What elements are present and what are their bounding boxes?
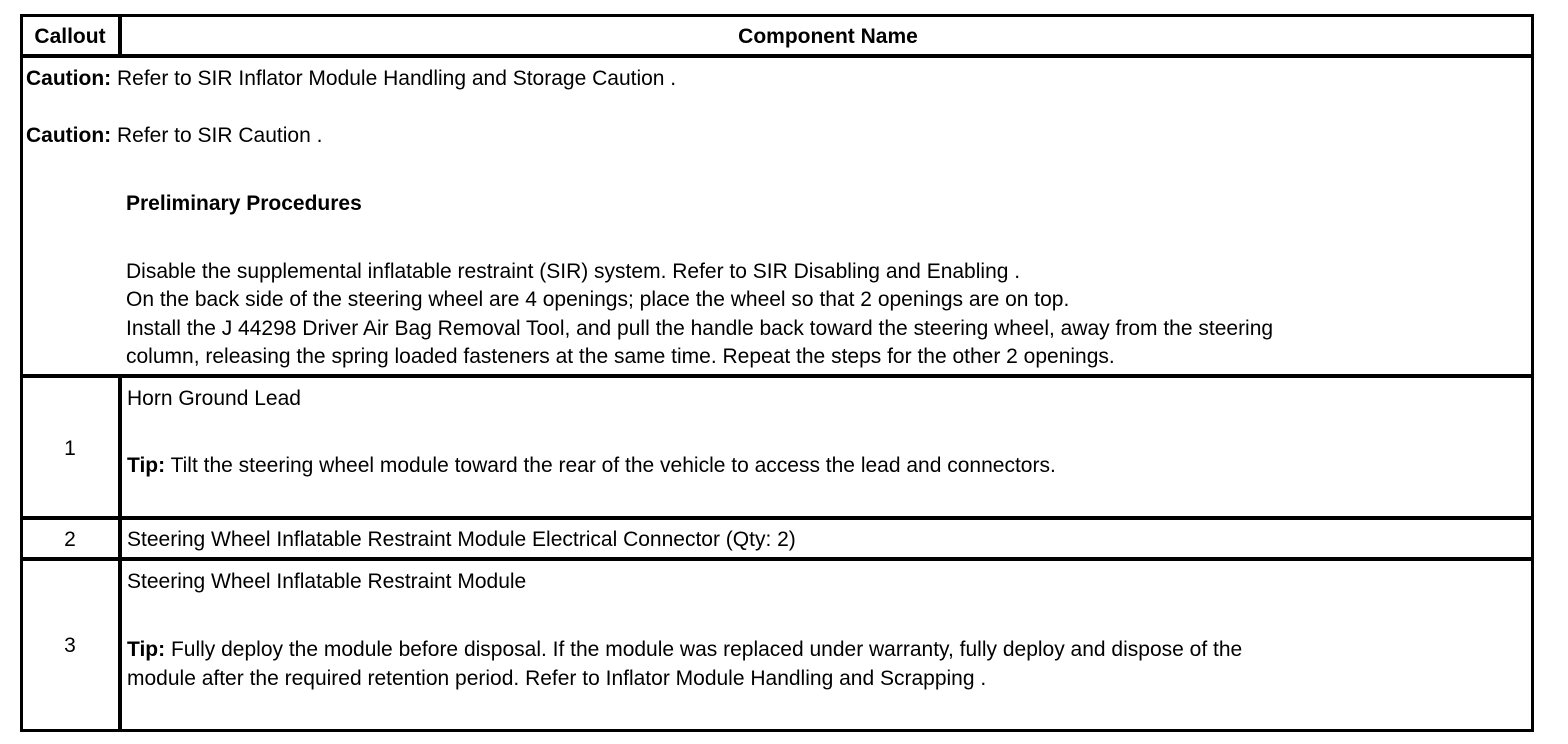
component-name: Horn Ground Lead	[127, 387, 301, 410]
preliminary-procedures-heading: Preliminary Procedures	[126, 192, 362, 215]
caution-2	[26, 121, 322, 150]
procedure-step-2: On the back side of the steering wheel are 4 openings; place the wheel so that 2 openings are on top.	[126, 288, 1070, 311]
row-1-divider	[20, 516, 1534, 520]
caution-label: Caution:	[26, 67, 112, 90]
component-name: Steering Wheel Inflatable Restraint Module Electrical Connector (Qty: 2)	[127, 528, 796, 551]
caution-2-text: Refer to SIR Caution .	[111, 124, 323, 147]
tip-text-line-1: Fully deploy the module before disposal. If the module was replaced under warranty, fully deploy and dispose of the	[165, 638, 1243, 661]
component-name: Steering Wheel Inflatable Restraint Module	[127, 570, 527, 593]
procedure-step-3-line-1: Install the J 44298 Driver Air Bag Removal Tool, and pull the handle back toward the steering wheel, away from the steering	[126, 317, 1274, 340]
callout-number: 1	[64, 437, 76, 460]
caution-label: Caution:	[26, 124, 112, 147]
procedure-step-3-line-2: column, releasing the spring loaded fasteners at the same time. Repeat the steps for the other 2 openings.	[126, 345, 1115, 368]
tip-text: Tilt the steering wheel module toward the rear of the vehicle to access the lead and connectors.	[165, 454, 1056, 477]
intro-divider	[20, 374, 1534, 378]
callout-number: 3	[64, 634, 76, 657]
component-tip	[127, 635, 1242, 664]
callout-number: 2	[64, 528, 76, 551]
header-divider	[20, 54, 1534, 58]
caution-1-text: Refer to SIR Inflator Module Handling and Storage Caution .	[111, 67, 677, 90]
procedure-step-1: Disable the supplemental inflatable restraint (SIR) system. Refer to SIR Disabling and Enabling .	[126, 260, 1021, 283]
component-tip	[127, 451, 1056, 480]
callout-column-header: Callout	[34, 25, 106, 48]
caution-1	[26, 64, 676, 93]
tip-label: Tip:	[127, 638, 166, 661]
tip-label: Tip:	[127, 454, 166, 477]
row-2-divider	[20, 557, 1534, 561]
component-name-column-header: Component Name	[738, 25, 918, 48]
tip-text-line-2: module after the required retention period. Refer to Inflator Module Handling and Scrapping .	[127, 667, 987, 690]
